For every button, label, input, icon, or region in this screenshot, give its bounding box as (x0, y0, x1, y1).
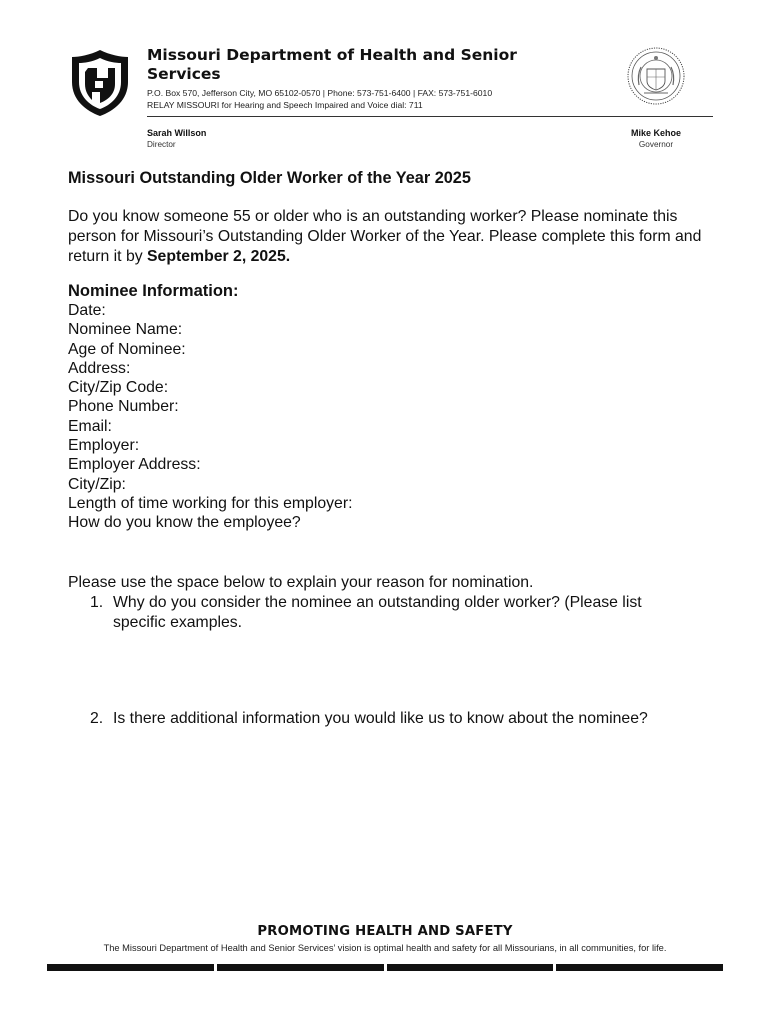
question-2-text: Is there additional information you would like us to know about the nominee? (113, 710, 648, 727)
intro-text: Do you know someone 55 or older who is an outstanding worker? Please nominate this person for Missouri’s Outstanding Older Worker of the Year. Please complete this form and return it by (68, 208, 702, 265)
field-city-zip: City/Zip: (68, 475, 126, 493)
header-divider (147, 116, 713, 117)
field-phone: Phone Number: (68, 398, 179, 416)
agency-block (147, 46, 617, 111)
question-1-number: 1. (90, 594, 104, 611)
field-employer-address: Employer Address: (68, 456, 201, 474)
field-age: Age of Nominee: (68, 340, 186, 358)
field-date: Date: (68, 302, 106, 319)
intro-paragraph (68, 207, 718, 267)
deadline-date: September 2, 2025. (147, 248, 291, 265)
field-address: Address: (68, 359, 131, 377)
question-2-number: 2. (90, 710, 104, 727)
field-city-zip-code: City/Zip Code: (68, 379, 169, 397)
footer-motto: PROMOTING HEALTH AND SAFETY (257, 924, 513, 939)
footer-bar (556, 964, 723, 971)
explain-instruction: Please use the space below to explain your reason for nomination. (68, 574, 534, 591)
field-how-known: How do you know the employee? (68, 514, 301, 532)
document-title: Missouri Outstanding Older Worker of the Year 2025 (68, 169, 471, 187)
nominee-heading: Nominee Information: (68, 282, 239, 300)
footer-vision-statement: The Missouri Department of Health and Senior Services’ vision is optimal health and safety for all Missourians, in all communities, for life. (103, 943, 667, 953)
footer-bar (47, 964, 214, 971)
footer-bar (217, 964, 384, 971)
nominee-field-list (68, 301, 352, 533)
agency-name: Missouri Department of Health and Senior Services (147, 46, 517, 83)
field-nominee-name: Nominee Name: (68, 321, 183, 339)
director-block (147, 127, 206, 151)
director-title: Director (147, 140, 176, 149)
relay-line: RELAY MISSOURI for Hearing and Speech Impaired and Voice dial: 711 (147, 100, 423, 110)
field-email: Email: (68, 417, 112, 435)
question-1-text: Why do you consider the nominee an outstanding older worker? (Please list specific examples. (113, 594, 642, 631)
director-name: Sarah Willson (147, 128, 207, 138)
dhss-shield-logo-icon (70, 48, 130, 118)
governor-name: Mike Kehoe (630, 128, 681, 138)
footer-divider-bars (47, 964, 723, 971)
field-employer: Employer: (68, 437, 140, 455)
field-length-of-employment: Length of time working for this employer: (68, 494, 353, 512)
governor-title: Governor (638, 140, 674, 149)
agency-address: P.O. Box 570, Jefferson City, MO 65102-0570 | Phone: 573-751-6400 | FAX: 573-751-6010 (147, 88, 493, 98)
governor-block (612, 127, 700, 151)
footer-bar (387, 964, 554, 971)
missouri-state-seal-icon (627, 47, 685, 105)
